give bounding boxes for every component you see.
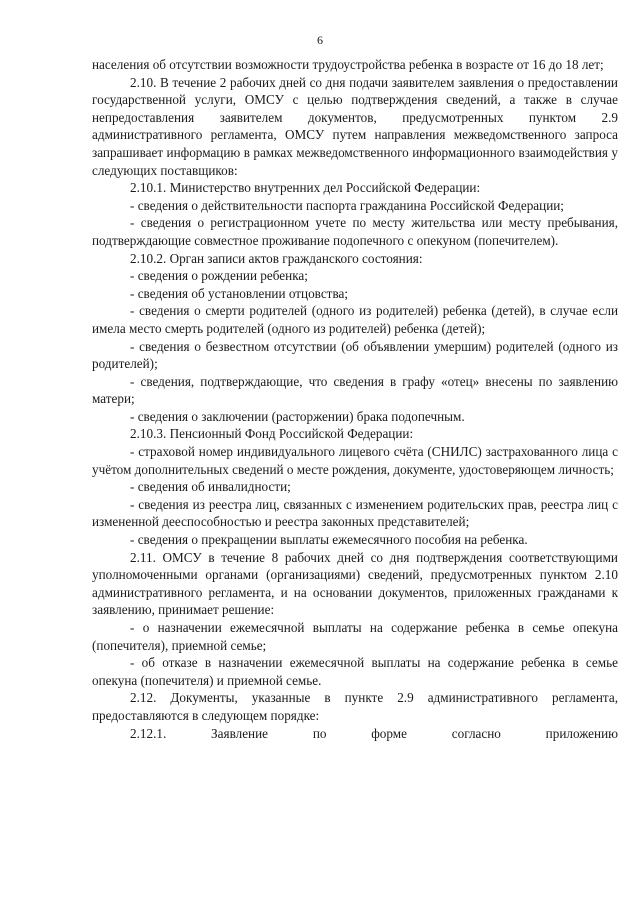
paragraph-2-10-2: 2.10.2. Орган записи актов гражданского состояния: [130,250,423,266]
list-item: - сведения о рождении ребенка; [130,268,308,284]
list-item: - об отказе в назначении ежемесячной выплаты на содержание ребенка в семье опекуна (попечителя) и приемной семье. [92,655,618,688]
list-item: - сведения, подтверждающие, что сведения в графу «отец» внесены по заявлению матери; [92,373,618,407]
list-item: - о назначении ежемесячной выплаты на содержание ребенка в семье опекуна (попечителя), приемной семье; [92,620,618,653]
list-item: - сведения о действительности паспорта гражданина Российской Федерации; [130,197,564,213]
paragraph-2-10: 2.10. В течение 2 рабочих дней со дня подачи заявителем заявления о предоставлении государственной услуги, ОМСУ с целью подтверждения сведений, а также в случае непредоставления заявителем документов, предусмотренных пунктом 2.9 административного регламента, ОМСУ путем направления межведомственного запроса запрашивает информацию в рамках межведомственного информационного взаимодействия у следующих поставщиков: [92,74,618,178]
document-body [92,56,618,742]
list-item: - страховой номер индивидуального лицевого счёта (СНИЛС) застрахованного лица с учётом дополнительных сведений о месте рождения, документе, удостоверяющем личность; [92,444,618,477]
list-item: - сведения из реестра лиц, связанных с изменением родительских прав, реестра лиц с измененной дееспособностью и реестра законных представителей; [92,496,618,530]
paragraph-2-10-1: 2.10.1. Министерство внутренних дел Российской Федерации: [130,180,481,196]
paragraph-continuation: населения об отсутствии возможности трудоустройства ребенка в возрасте от 16 до 18 лет; [92,57,604,72]
paragraph-2-11: 2.11. ОМСУ в течение 8 рабочих дней со дня подтверждения соответствующими уполномоченными органами (организациями) сведений, предусмотренных пунктом 2.10 административного регламента, и на основании документов, приложенных гражданами к заявлению, принимает решение: [92,549,618,618]
paragraph-2-12-1: 2.12.1. Заявление по форме согласно приложению [130,725,618,741]
paragraph-2-12: 2.12. Документы, указанные в пункте 2.9 административного регламента, предоставляются в следующем порядке: [92,690,618,723]
list-item: - сведения об инвалидности; [130,479,291,495]
list-item: - сведения о смерти родителей (одного из родителей) ребенка (детей), в случае если имела место смерть родителей (одного из родителей) ребенка (детей); [92,303,618,336]
page-number: 6 [317,33,323,47]
paragraph-2-10-3: 2.10.3. Пенсионный Фонд Российской Федерации: [130,426,414,442]
list-item: - сведения о прекращении выплаты ежемесячного пособия на ребенка. [130,532,528,548]
list-item: - сведения о безвестном отсутствии (об объявлении умершим) родителей (одного из родителей); [92,338,618,372]
list-item: - сведения о заключении (расторжении) брака подопечным. [130,408,465,424]
list-item: - сведения об установлении отцовства; [130,285,349,301]
list-item: - сведения о регистрационном учете по месту жительства или месту пребывания, подтверждающие совместное проживание подопечного с опекуном (попечителем). [92,215,618,248]
